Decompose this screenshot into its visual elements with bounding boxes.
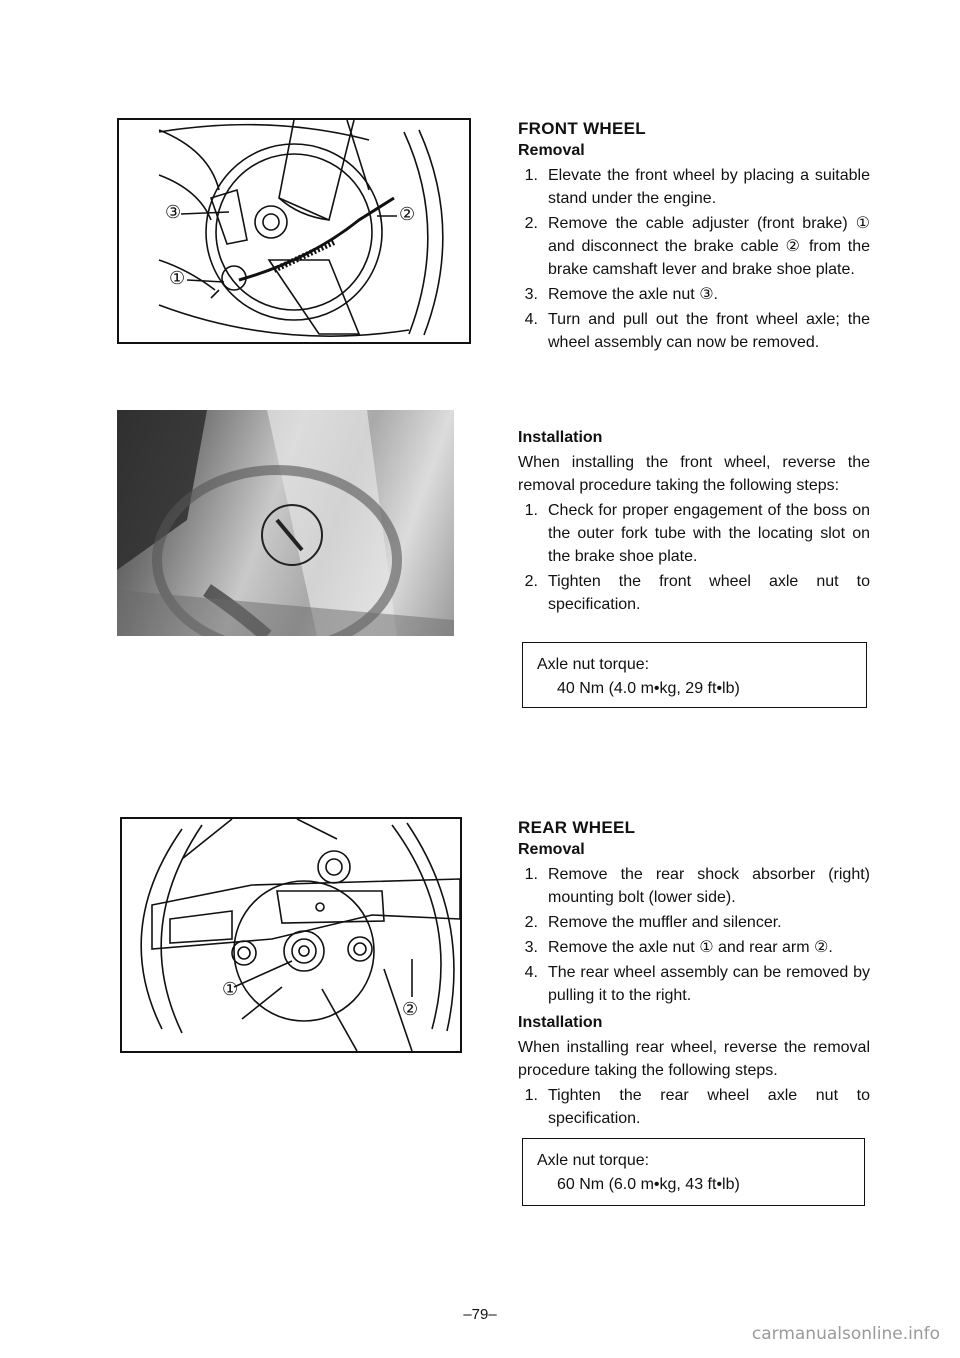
rear-torque-label: Axle nut torque: xyxy=(537,1152,650,1169)
rear-wheel-heading: REAR WHEEL xyxy=(518,818,636,837)
rear-wheel-section xyxy=(518,817,870,1009)
front-callout-1: ① xyxy=(169,268,186,288)
front-torque-label: Axle nut torque: xyxy=(537,656,650,673)
list-item: 4. The rear wheel assembly can be removed by pulling it to the right. xyxy=(524,964,870,1004)
photo-shapes xyxy=(117,410,454,636)
page-number: –79– xyxy=(463,1306,497,1323)
front-installation-intro: When installing the front wheel, reverse the removal procedure taking the following steps: xyxy=(518,454,870,494)
rear-removal-heading: Removal xyxy=(518,841,585,858)
front-callout-2: ② xyxy=(399,204,416,224)
front-wheel-photo xyxy=(117,410,454,636)
list-item: 1. Tighten the rear wheel axle nut to specification. xyxy=(524,1087,870,1127)
list-item: 1. Remove the rear shock absorber (right) mounting bolt (lower side). xyxy=(524,866,870,906)
rear-wheel-figure xyxy=(120,817,462,1053)
front-installation-heading: Installation xyxy=(518,429,603,446)
front-torque-spec-box xyxy=(522,642,867,708)
list-item: 3. Remove the axle nut ③. xyxy=(524,286,718,303)
list-item: 3. Remove the axle nut ① and rear arm ②. xyxy=(524,939,833,956)
rear-installation-steps xyxy=(518,1084,870,1130)
front-installation-section xyxy=(518,427,870,618)
front-wheel-heading: FRONT WHEEL xyxy=(518,119,646,138)
rear-removal-steps xyxy=(518,863,870,1007)
front-removal-heading: Removal xyxy=(518,142,585,159)
rear-callout-2: ② xyxy=(402,999,419,1019)
rear-installation-section xyxy=(518,1012,870,1132)
rear-installation-heading: Installation xyxy=(518,1014,603,1031)
list-item: 1. Check for proper engagement of the boss on the outer fork tube with the locating slot on the brake shoe plate. xyxy=(524,502,870,565)
front-installation-steps xyxy=(518,499,870,616)
list-item: 2. Remove the muffler and silencer. xyxy=(524,914,782,931)
list-item: 1. Elevate the front wheel by placing a suitable stand under the engine. xyxy=(524,167,870,207)
front-callout-3: ③ xyxy=(165,202,182,222)
rear-torque-spec-box xyxy=(522,1138,865,1206)
rear-installation-intro: When installing rear wheel, reverse the removal procedure taking the following steps. xyxy=(518,1039,870,1079)
front-torque-value: 40 Nm (4.0 m•kg, 29 ft•lb) xyxy=(557,680,740,697)
front-removal-steps xyxy=(518,164,870,354)
list-item: 2. Remove the cable adjuster (front brake) ① and disconnect the brake cable ② from the brake camshaft lever and brake shoe plate. xyxy=(524,215,870,278)
rear-callout-1: ① xyxy=(222,979,239,999)
list-item: 4. Turn and pull out the front wheel axle; the wheel assembly can now be removed. xyxy=(524,311,870,351)
front-wheel-drawing xyxy=(119,120,469,342)
rear-torque-value: 60 Nm (6.0 m•kg, 43 ft•lb) xyxy=(557,1176,740,1193)
watermark: carmanualsonline.info xyxy=(751,1324,940,1344)
list-item: 2. Tighten the front wheel axle nut to specification. xyxy=(524,573,870,613)
front-wheel-figure xyxy=(117,118,471,344)
front-wheel-section xyxy=(518,118,870,356)
